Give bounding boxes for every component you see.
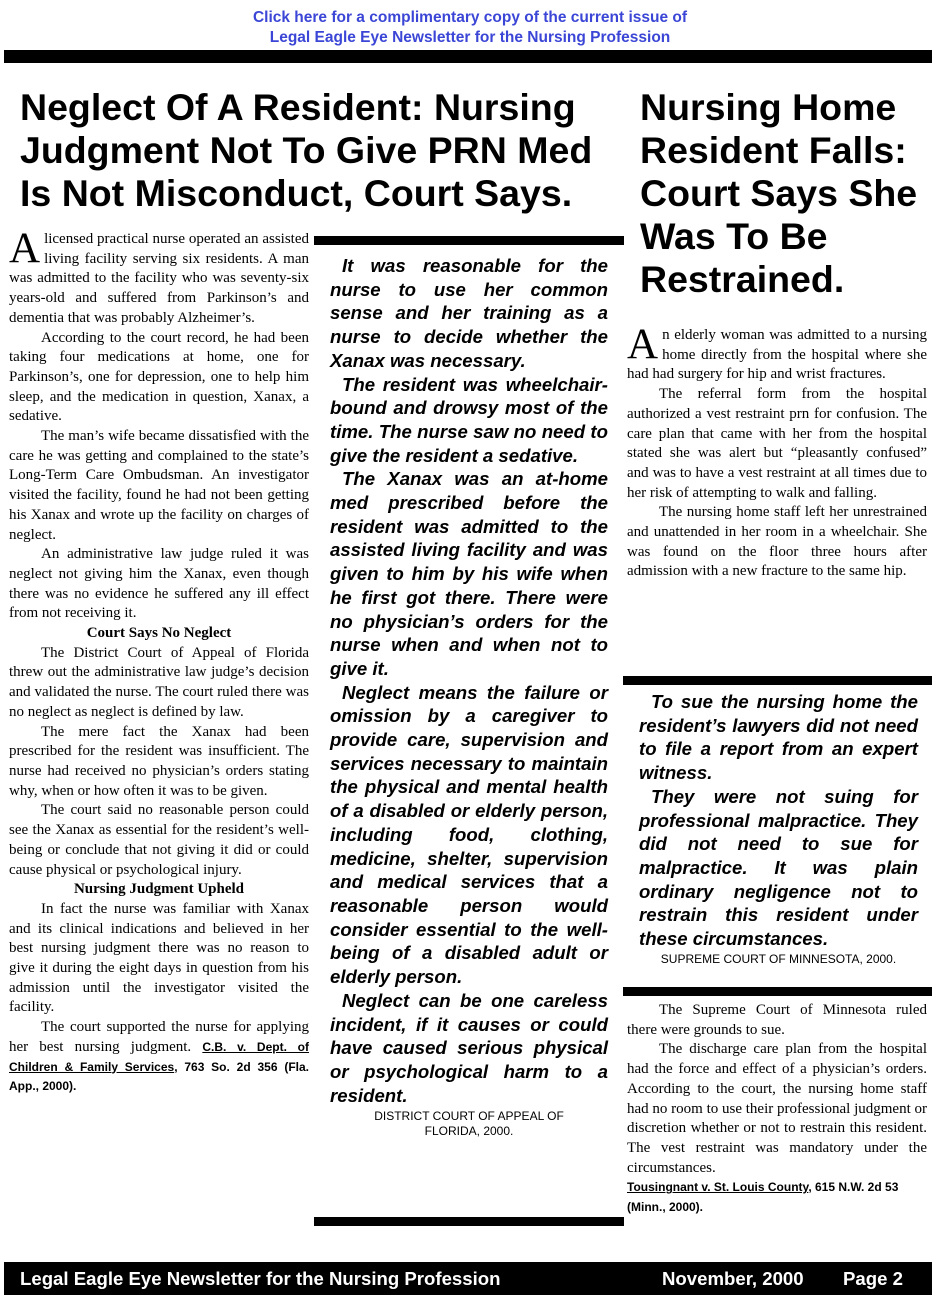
divider-rule: [314, 1217, 624, 1226]
pullquote-paragraph: To sue the nursing home the resident’s lawyers did not need to file a report from an expert witness.: [639, 691, 918, 784]
footer-date: November, 2000: [662, 1268, 804, 1289]
article1-paragraph-citation: The court supported the nurse for applying her best nursing judgment. C.B. v. Dept. of Children & Family Services, 763 So. 2d 356 (Fla. App., 2000).: [9, 1019, 309, 1094]
pullquote-paragraph: The Xanax was an at-home med prescribed before the resident was admitted to the assisted living facility and was given to him by his wife when he first got there. There were no physician’s orders for the nurse when and when not to give it.: [330, 468, 608, 679]
promo-link-line2[interactable]: Legal Eagle Eye Newsletter for the Nursing Profession: [269, 29, 671, 46]
promo-banner[interactable]: [0, 8, 940, 48]
article1-paragraph: In fact the nurse was familiar with Xanax and its clinical indications and believed in her best nursing judgment there was no reason to give it during the eight days in question from his admission until the investigator visited the facility.: [9, 900, 309, 1016]
pullquote-paragraph: Neglect can be one careless incident, if it causes or could have caused serious physical or psychological harm to a resident.: [330, 989, 608, 1106]
dropcap: A: [9, 225, 41, 272]
article2-headline: Nursing Home Resident Falls: Court Says She Was To Be Restrained.: [640, 86, 918, 300]
pullquote-1: [330, 254, 608, 1139]
footer-bar: [4, 1262, 932, 1295]
article2-body: [627, 321, 927, 582]
article2-paragraph: The referral form from the hospital authorized a vest restraint prn for confusion. The care plan that came with her from the hospital stated she was alert but “pleasantly confused” and was to have a vest restraint at all times due to her risk of attempting to walk and falling.: [627, 386, 927, 501]
article2-citation: [627, 1178, 927, 1217]
pullquote-text: [639, 690, 918, 951]
article1-paragraph: The court said no reasonable person could see the Xanax as essential for the resident’s well-being or conclude that not giving it did or could cause physical or psychological injury.: [9, 802, 309, 878]
divider-rule: [623, 987, 932, 996]
pullquote-source: SUPREME COURT OF MINNESOTA, 2000.: [660, 951, 897, 966]
pullquote-paragraph: The resident was wheelchair-bound and drowsy most of the time. The nurse saw no need to give the resident a sedative.: [330, 373, 608, 466]
article1-paragraph: An administrative law judge ruled it was neglect not giving him the Xanax, even though there was no evidence he suffered any ill effect from not receiving it.: [9, 546, 309, 622]
article1-paragraph: The man’s wife became dissatisfied with the care he was getting and complained to the state’s Long-Term Care Ombudsman. An investigator visited the facility, found he had not been getting his Xanax and wrote up the facility on charges of neglect.: [9, 428, 309, 543]
divider-rule: [623, 676, 932, 685]
pullquote-paragraph: Neglect means the failure or omission by a caregiver to provide care, supervision and services necessary to maintain the physical and mental health of a disabled or elderly person, including food, clothing, medicine, shelter, supervision and medical services that a reasonable person would consider essential to the well-being of a disabled adult or elderly person.: [330, 681, 608, 988]
divider-rule: [314, 236, 624, 245]
footer-title: Legal Eagle Eye Newsletter for the Nursing Profession: [20, 1268, 501, 1289]
article1-headline: Neglect Of A Resident: Nursing Judgment Not To Give PRN Med Is Not Misconduct, Court Says.: [20, 86, 593, 214]
article1-paragraph: The District Court of Appeal of Florida threw out the administrative law judge’s decision and validated the nurse. The court ruled there was no neglect as neglect is defined by law.: [9, 644, 309, 720]
article2-paragraph: An elderly woman was admitted to a nursing home directly from the hospital where she had had surgery for hip and wrist fractures.: [627, 321, 927, 383]
case-citation: Tousingnant v. St. Louis County, 615 N.W. 2d 53 (Minn., 2000).: [627, 1180, 899, 1215]
article1-paragraph: The mere fact the Xanax had been prescribed for the resident was insufficient. The nurse had received no physician’s orders stating why, when or how often it was to be given.: [9, 723, 309, 799]
article1-paragraph: Alicensed practical nurse operated an assisted living facility serving six residents. A man was admitted to the facility who was seventy-six years-old and suffered from Parkinson’s and dementia that was probably Alzheimer’s.: [9, 225, 309, 326]
pullquote-text: [330, 254, 608, 1107]
promo-link-line1[interactable]: Click here for a complimentary copy of the current issue of: [252, 9, 688, 26]
article2-paragraph: The discharge care plan from the hospital had the force and effect of a physician’s orders. According to the court, the nursing home staff had no room to use their professional judgment or discretion whether or not to restrain this resident. The vest restraint was mandatory under the circumstances.: [627, 1041, 927, 1176]
pullquote-paragraph: It was reasonable for the nurse to use her common sense and her training as a nurse to decide whether the Xanax was necessary.: [330, 255, 608, 371]
article2-paragraph: The nursing home staff left her unrestrained and unattended in her room in a wheelchair. She was found on the floor three hours after admission with a new fracture to the same hip.: [627, 504, 927, 580]
article2-body-continued: [627, 1001, 927, 1218]
footer-page-number: Page 2: [843, 1268, 903, 1289]
subheading: Court Says No Neglect: [86, 625, 232, 642]
case-citation: C.B. v. Dept. of Children & Family Services, 763 So. 2d 356 (Fla. App., 2000).: [9, 1039, 309, 1094]
article2-paragraph: The Supreme Court of Minnesota ruled there were grounds to sue.: [627, 1002, 927, 1038]
pullquote-paragraph: They were not suing for professional malpractice. They did not need to sue for malpractice. It was plain ordinary negligence not to restrain this resident under these circumstances.: [639, 785, 918, 950]
top-rule: [4, 50, 932, 63]
article1-body: [9, 225, 309, 1097]
pullquote-source: DISTRICT COURT OF APPEAL OF FLORIDA, 2000.: [374, 1109, 564, 1139]
article1-paragraph: According to the court record, he had been taking four medications at home, one for Parkinson’s, one for depression, one to help him sleep, and the medication in question, Xanax, a sedative.: [9, 329, 309, 425]
pullquote-2: [639, 690, 918, 967]
dropcap: A: [627, 321, 659, 368]
subheading: Nursing Judgment Upheld: [73, 881, 245, 898]
